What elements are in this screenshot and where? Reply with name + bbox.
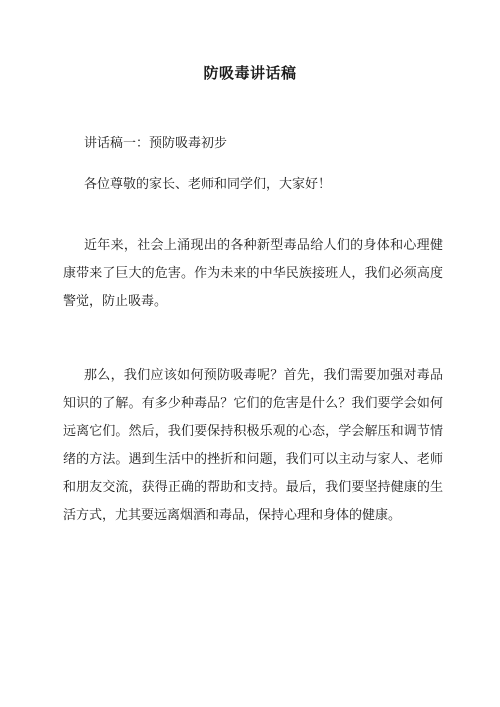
document-title: 防吸毒讲话稿	[203, 64, 297, 82]
paragraph-1: 近年来，社会上涌现出的各种新型毒品给人们的身体和心理健康带来了巨大的危害。作为未来的中华民族接班人，我们必须高度警觉，防止吸毒。	[63, 238, 443, 309]
document-subtitle: 讲话稿一：预防吸毒初步	[84, 136, 228, 151]
greeting-line: 各位尊敬的家长、老师和同学们，大家好！	[84, 177, 332, 192]
paragraph-2: 那么，我们应该如何预防吸毒呢？首先，我们需要加强对毒品知识的了解。有多少种毒品？它们的危害是什么？我们要学会如何远离它们。然后，我们要保持积极乐观的心态，学会解压和调节情绪的方法。遇到生活中的挫折和问题，我们可以主动与家人、老师和朋友交流，获得正确的帮助和支持。最后，我们要坚持健康的生活方式，尤其要远离烟酒和毒品，保持心理和身体的健康。	[63, 368, 443, 523]
